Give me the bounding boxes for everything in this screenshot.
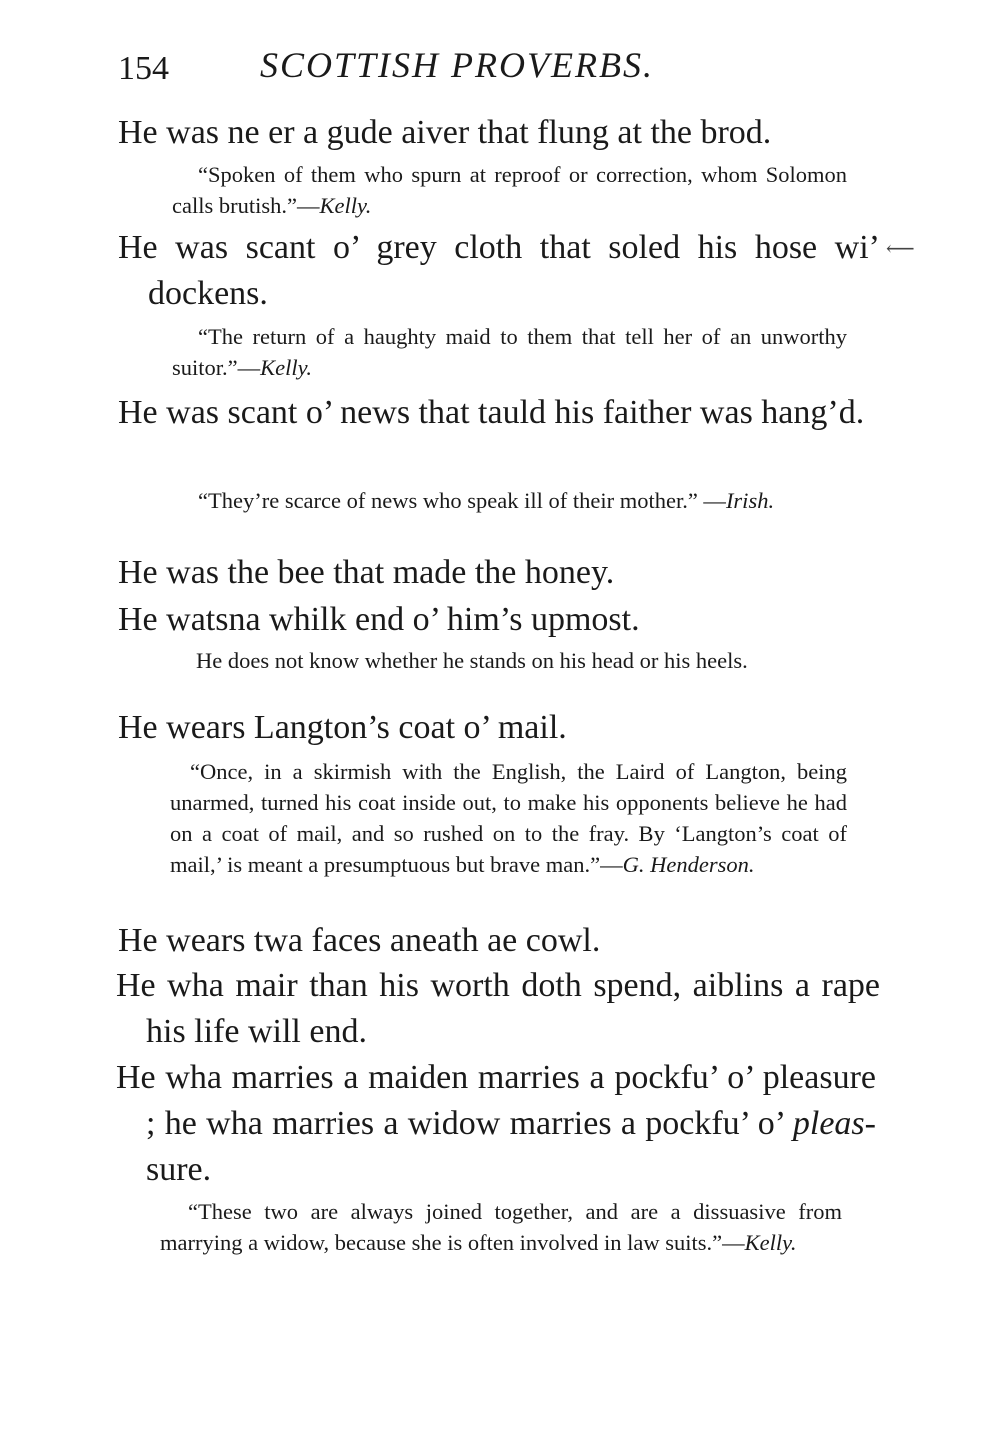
running-head bbox=[118, 40, 718, 90]
proverb-note bbox=[172, 485, 847, 516]
proverb-text: He watsna whilk end o’ him’s upmost. bbox=[118, 601, 640, 638]
note-attribution: Irish. bbox=[725, 488, 775, 513]
note-attribution: Kelly. bbox=[260, 355, 312, 380]
note-text: “They’re scarce of news who speak ill of their mother.” — bbox=[198, 488, 726, 513]
proverb-text: He was the bee that made the honey. bbox=[118, 554, 615, 591]
note-attribution: Kelly. bbox=[744, 1230, 797, 1255]
running-title: SCOTTISH PROVERBS. bbox=[260, 45, 654, 85]
note-attribution: G. Henderson. bbox=[622, 852, 755, 877]
proverb-note bbox=[168, 645, 847, 676]
proverb-note bbox=[172, 321, 847, 383]
proverb-text: He was scant o’ news that tauld his faither was hang’d. bbox=[118, 394, 865, 431]
proverb-text-start: He wha marries a maiden marries a pockfu’ o’ pleasure ; he wha marries a widow marries a pockfu’ o’ bbox=[116, 1059, 876, 1142]
proverb-text: He wears twa faces aneath ae cowl. bbox=[118, 922, 601, 959]
proverb-text: He wears Langton’s coat o’ mail. bbox=[118, 709, 567, 746]
note-text: “The return of a haughty maid to them that tell her of an unworthy suitor.”— bbox=[172, 324, 847, 380]
proverb-text: He was scant o’ grey cloth that soled his hose wi’ dockens. bbox=[118, 229, 880, 312]
note-text: He does not know whether he stands on his head or his heels. bbox=[196, 648, 748, 673]
proverb-note bbox=[170, 756, 847, 880]
note-attribution: Kelly. bbox=[319, 193, 372, 218]
proverb-text-emphasis: pleas bbox=[792, 1105, 865, 1142]
note-text: “These two are always joined together, and are a dissuasive from marrying a widow, because she is often involved in law suits.”— bbox=[160, 1199, 842, 1255]
proverb-text: He was ne er a gude aiver that flung at the brod. bbox=[118, 114, 772, 151]
proverb-text-end: -sure. bbox=[146, 1105, 876, 1188]
margin-mark-icon: ⟵ bbox=[886, 238, 915, 260]
note-text: “Spoken of them who spurn at reproof or correction, whom Solomon calls brutish.”— bbox=[172, 162, 847, 218]
proverb-text: He wha mair than his worth doth spend, aiblins a rape his life will end. bbox=[116, 967, 880, 1050]
proverb-note bbox=[160, 1196, 842, 1258]
note-text: “Once, in a skirmish with the English, the Laird of Langton, being unarmed, turned his coat inside out, to make his opponents believe he had on a coat of mail, and so rushed on to the fray. By ‘Langton’s coat of mail,’ is meant a presumptuous but brave man.”— bbox=[170, 759, 847, 877]
page-number: 154 bbox=[118, 50, 169, 87]
proverb-text bbox=[116, 1055, 876, 1193]
proverb-note bbox=[172, 159, 847, 221]
